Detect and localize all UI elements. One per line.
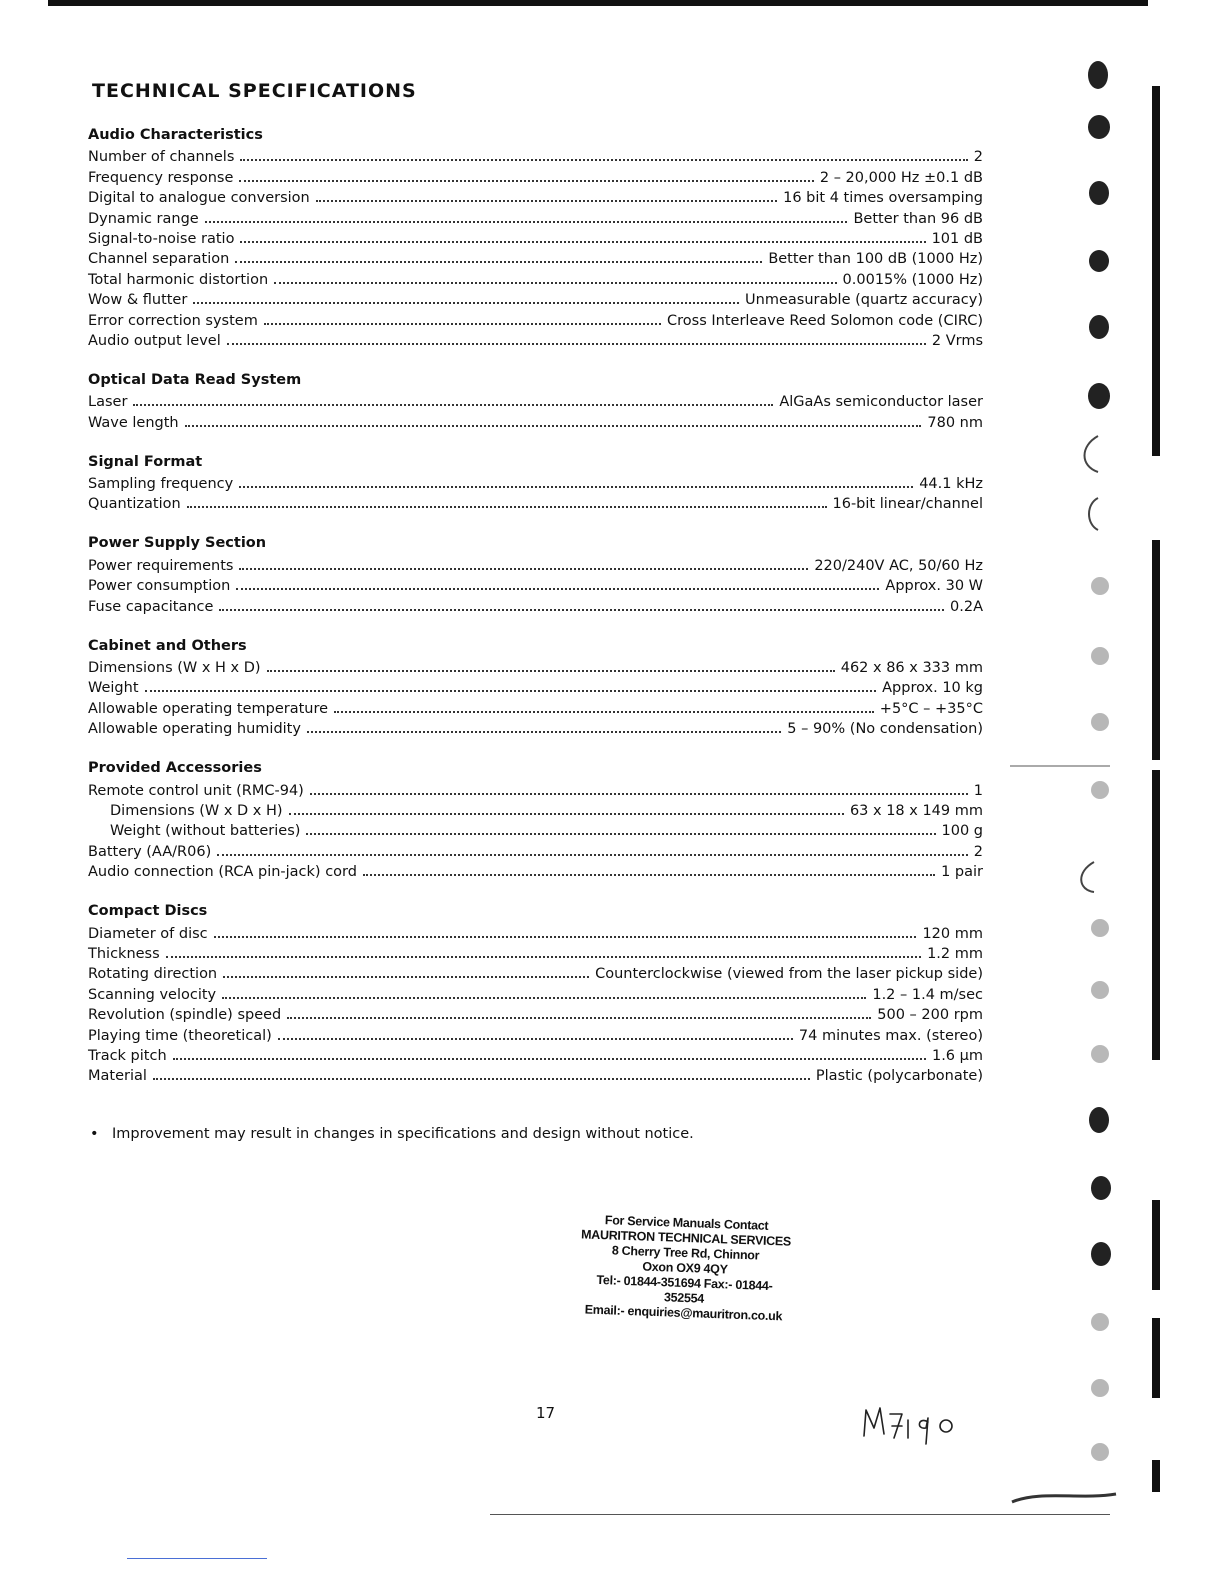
- spec-value: Approx. 30 W: [885, 578, 983, 595]
- spec-label: Material: [88, 1068, 147, 1085]
- spec-row: [88, 575, 983, 595]
- spec-row: [88, 289, 983, 309]
- spec-value: 0.0015% (1000 Hz): [842, 271, 983, 288]
- spec-label: Playing time (theoretical): [88, 1027, 272, 1044]
- spec-row: [88, 922, 983, 942]
- spec-row: [88, 411, 983, 431]
- spec-label: Scanning velocity: [88, 986, 217, 1003]
- spec-row: [88, 820, 983, 840]
- spec-row: [88, 1065, 983, 1085]
- spec-section: [88, 369, 983, 432]
- spec-value: 2 – 20,000 Hz ±0.1 dB: [819, 169, 983, 186]
- spec-row: [88, 800, 983, 820]
- spec-value: 63 x 18 x 149 mm: [849, 802, 983, 819]
- binder-hole-icon: [1088, 115, 1110, 139]
- faint-hole-icon: [1091, 647, 1109, 665]
- dot-leader: [193, 302, 739, 304]
- spec-label: Weight: [88, 680, 139, 697]
- spec-row: [88, 718, 983, 738]
- edge-scribble: [1012, 1494, 1116, 1502]
- torn-hole-icon: [1081, 862, 1094, 892]
- spec-section: [88, 757, 983, 881]
- spec-label: Weight (without batteries): [110, 823, 301, 840]
- binder-hole-icon: [1089, 181, 1109, 205]
- contact-line: 8 Cherry Tree Rd, Chinnor: [611, 1243, 760, 1263]
- contact-line: Tel:- 01844-351694 Fax:- 01844-352554: [596, 1272, 773, 1306]
- spec-label: Dynamic range: [88, 210, 199, 227]
- spec-section: [88, 451, 983, 514]
- page-number: 17: [536, 1404, 556, 1422]
- spec-value: +5°C – +35°C: [879, 700, 983, 717]
- binding-bar: [1152, 86, 1160, 456]
- spec-value: 44.1 kHz: [919, 476, 983, 493]
- dot-leader: [316, 200, 777, 202]
- contact-line: Email:- enquiries@mauritron.co.uk: [584, 1302, 783, 1324]
- binder-hole-icon: [1089, 1107, 1109, 1133]
- spec-row: [88, 309, 983, 329]
- spec-row: [88, 1024, 983, 1044]
- spec-value: Plastic (polycarbonate): [815, 1068, 983, 1085]
- spec-label: Channel separation: [88, 251, 230, 268]
- spec-label: Remote control unit (RMC-94): [88, 782, 304, 799]
- spec-label: Battery (AA/R06): [88, 843, 212, 860]
- spec-value: 1 pair: [941, 864, 983, 881]
- faint-hole-icon: [1091, 577, 1109, 595]
- torn-hole-icon: [1085, 436, 1099, 472]
- faint-hole-icon: [1091, 1379, 1109, 1397]
- spec-value: Cross Interleave Reed Solomon code (CIRC): [667, 312, 983, 329]
- spec-value: 220/240V AC, 50/60 Hz: [814, 557, 983, 574]
- spec-value: 1.6 µm: [931, 1047, 983, 1064]
- binder-hole-icon: [1091, 1176, 1111, 1200]
- dot-leader: [217, 854, 968, 856]
- footnote-text: Improvement may result in changes in specifications and design without notice.: [112, 1126, 694, 1142]
- spec-value: AlGaAs semiconductor laser: [779, 394, 983, 411]
- dot-leader: [267, 670, 835, 672]
- spec-value: 16 bit 4 times oversamping: [783, 190, 983, 207]
- dot-leader: [310, 793, 968, 795]
- dot-leader: [223, 976, 589, 978]
- spec-value: 101 dB: [931, 230, 983, 247]
- section-heading: Optical Data Read System: [88, 371, 302, 388]
- spec-section: [88, 635, 983, 739]
- spec-label: Wave length: [88, 414, 179, 431]
- faint-hole-icon: [1091, 713, 1109, 731]
- dot-leader: [205, 221, 848, 223]
- spec-row: [88, 1045, 983, 1065]
- dot-leader: [222, 997, 866, 999]
- section-heading: Compact Discs: [88, 903, 208, 920]
- spec-label: Sampling frequency: [88, 476, 234, 493]
- spec-row: [88, 187, 983, 207]
- spec-label: Allowable operating humidity: [88, 721, 301, 738]
- faint-hole-icon: [1091, 1443, 1109, 1461]
- dot-leader: [236, 588, 879, 590]
- service-contact-stamp: [578, 1212, 792, 1324]
- dot-leader: [240, 159, 967, 161]
- spec-value: 1.2 mm: [927, 945, 983, 962]
- spec-value: Unmeasurable (quartz accuracy): [745, 292, 983, 309]
- dot-leader: [363, 874, 935, 876]
- spec-label: Dimensions (W x H x D): [88, 660, 261, 677]
- spec-row: [88, 595, 983, 615]
- faint-hole-icon: [1091, 781, 1109, 799]
- handwritten-note-m7190: [858, 1398, 978, 1448]
- spec-row: [88, 493, 983, 513]
- spec-row: [88, 554, 983, 574]
- dot-leader: [334, 711, 874, 713]
- spec-row: [88, 248, 983, 268]
- spec-row: [88, 166, 983, 186]
- spec-label: Diameter of disc: [88, 925, 208, 942]
- specifications-list: [88, 124, 983, 1104]
- top-border-rule: [48, 0, 1148, 6]
- contact-line: Oxon OX9 4QY: [642, 1259, 728, 1277]
- spec-label: Digital to analogue conversion: [88, 190, 310, 207]
- binding-bar: [1152, 1318, 1160, 1398]
- spec-value: 100 g: [941, 823, 983, 840]
- spec-row: [88, 1004, 983, 1024]
- spec-value: 1.2 – 1.4 m/sec: [872, 986, 983, 1003]
- spec-value: 500 – 200 rpm: [877, 1007, 983, 1024]
- binder-hole-icon: [1089, 315, 1109, 339]
- spec-value: 0.2A: [950, 598, 983, 615]
- spec-label: Error correction system: [88, 312, 258, 329]
- section-heading: Signal Format: [88, 453, 203, 470]
- faint-hole-icon: [1091, 1045, 1109, 1063]
- spec-label: Track pitch: [88, 1047, 167, 1064]
- spec-row: [88, 330, 983, 350]
- spec-section: [88, 532, 983, 615]
- spec-value: Better than 96 dB: [853, 210, 983, 227]
- spec-row: [88, 473, 983, 493]
- dot-leader: [240, 241, 925, 243]
- spec-row: [88, 983, 983, 1003]
- dot-leader: [145, 690, 877, 692]
- dot-leader: [239, 486, 913, 488]
- spec-row: [88, 657, 983, 677]
- section-heading: Provided Accessories: [88, 760, 262, 777]
- binding-bar: [1152, 1200, 1160, 1290]
- dot-leader: [287, 1017, 871, 1019]
- dot-leader: [307, 731, 781, 733]
- spec-row: [88, 697, 983, 717]
- spec-section: [88, 900, 983, 1085]
- dot-leader: [274, 282, 836, 284]
- section-heading: Power Supply Section: [88, 535, 267, 552]
- spec-value: Better than 100 dB (1000 Hz): [768, 251, 983, 268]
- section-heading: Audio Characteristics: [88, 127, 263, 143]
- binder-hole-icon: [1091, 1242, 1111, 1266]
- spec-row: [88, 779, 983, 799]
- spec-row: [88, 677, 983, 697]
- footnote: [90, 1126, 694, 1142]
- binding-bar: [1152, 540, 1160, 760]
- dot-leader: [289, 813, 844, 815]
- torn-hole-icon: [1089, 498, 1098, 530]
- blue-margin-line: [127, 1558, 267, 1559]
- dot-leader: [133, 404, 773, 406]
- spec-row: [88, 943, 983, 963]
- binding-bar: [1152, 770, 1160, 1060]
- spec-label: Power requirements: [88, 557, 234, 574]
- punched-holes-edge: [1000, 0, 1224, 1584]
- spec-value: Approx. 10 kg: [882, 680, 983, 697]
- spec-row: [88, 207, 983, 227]
- dot-leader: [173, 1058, 926, 1060]
- spec-row: [88, 228, 983, 248]
- dot-leader: [219, 609, 944, 611]
- spec-label: Laser: [88, 394, 128, 411]
- dot-leader: [214, 936, 917, 938]
- dot-leader: [306, 833, 935, 835]
- faint-hole-icon: [1091, 919, 1109, 937]
- faint-hole-icon: [1091, 1313, 1109, 1331]
- contact-line: MAURITRON TECHNICAL SERVICES: [580, 1227, 792, 1249]
- spec-value: 2: [973, 843, 983, 860]
- page-title: TECHNICAL SPECIFICATIONS: [92, 80, 417, 102]
- spec-value: 2: [973, 149, 983, 166]
- spec-value: 2 Vrms: [931, 332, 983, 349]
- section-heading: Cabinet and Others: [88, 637, 247, 654]
- spec-value: 780 nm: [927, 414, 983, 431]
- dot-leader: [239, 180, 813, 182]
- spec-label: Frequency response: [88, 169, 234, 186]
- spec-row: [88, 963, 983, 983]
- dot-leader: [166, 956, 921, 958]
- dot-leader: [264, 323, 661, 325]
- spec-label: Audio output level: [88, 332, 221, 349]
- spec-label: Quantization: [88, 496, 181, 513]
- binder-hole-icon: [1089, 250, 1109, 272]
- footnote-bullet: •: [90, 1126, 99, 1142]
- dot-leader: [227, 343, 926, 345]
- spec-label: Wow & flutter: [88, 292, 188, 309]
- dot-leader: [187, 506, 827, 508]
- spec-value: Counterclockwise (viewed from the laser pickup side): [595, 966, 983, 983]
- spec-value: 120 mm: [922, 925, 983, 942]
- spec-value: 74 minutes max. (stereo): [798, 1027, 983, 1044]
- spec-row: [88, 391, 983, 411]
- spec-section: [88, 124, 983, 350]
- spec-label: Revolution (spindle) speed: [88, 1007, 282, 1024]
- dot-leader: [185, 425, 922, 427]
- dot-leader: [239, 568, 808, 570]
- dot-leader: [235, 261, 762, 263]
- spec-label: Rotating direction: [88, 966, 218, 983]
- binder-hole-icon: [1088, 383, 1110, 409]
- spec-label: Audio connection (RCA pin-jack) cord: [88, 864, 357, 881]
- spec-row: [88, 146, 983, 166]
- spec-row: [88, 861, 983, 881]
- spec-label: Total harmonic distortion: [88, 271, 269, 288]
- spec-label: Dimensions (W x D x H): [110, 802, 283, 819]
- spec-label: Signal-to-noise ratio: [88, 230, 235, 247]
- spec-value: 1: [973, 782, 983, 799]
- spec-label: Fuse capacitance: [88, 598, 214, 615]
- spec-value: 462 x 86 x 333 mm: [840, 660, 983, 677]
- spec-value: 16-bit linear/channel: [832, 496, 983, 513]
- binder-hole-icon: [1088, 61, 1108, 89]
- dot-leader: [153, 1078, 810, 1080]
- spec-label: Allowable operating temperature: [88, 700, 329, 717]
- spec-label: Thickness: [88, 945, 160, 962]
- spec-row: [88, 268, 983, 288]
- spec-label: Number of channels: [88, 149, 235, 166]
- spec-value: 5 – 90% (No condensation): [787, 721, 983, 738]
- spec-label: Power consumption: [88, 578, 231, 595]
- faint-hole-icon: [1091, 981, 1109, 999]
- contact-line: For Service Manuals Contact: [604, 1213, 769, 1233]
- spec-row: [88, 840, 983, 860]
- dot-leader: [278, 1038, 793, 1040]
- binding-bar: [1152, 1460, 1160, 1492]
